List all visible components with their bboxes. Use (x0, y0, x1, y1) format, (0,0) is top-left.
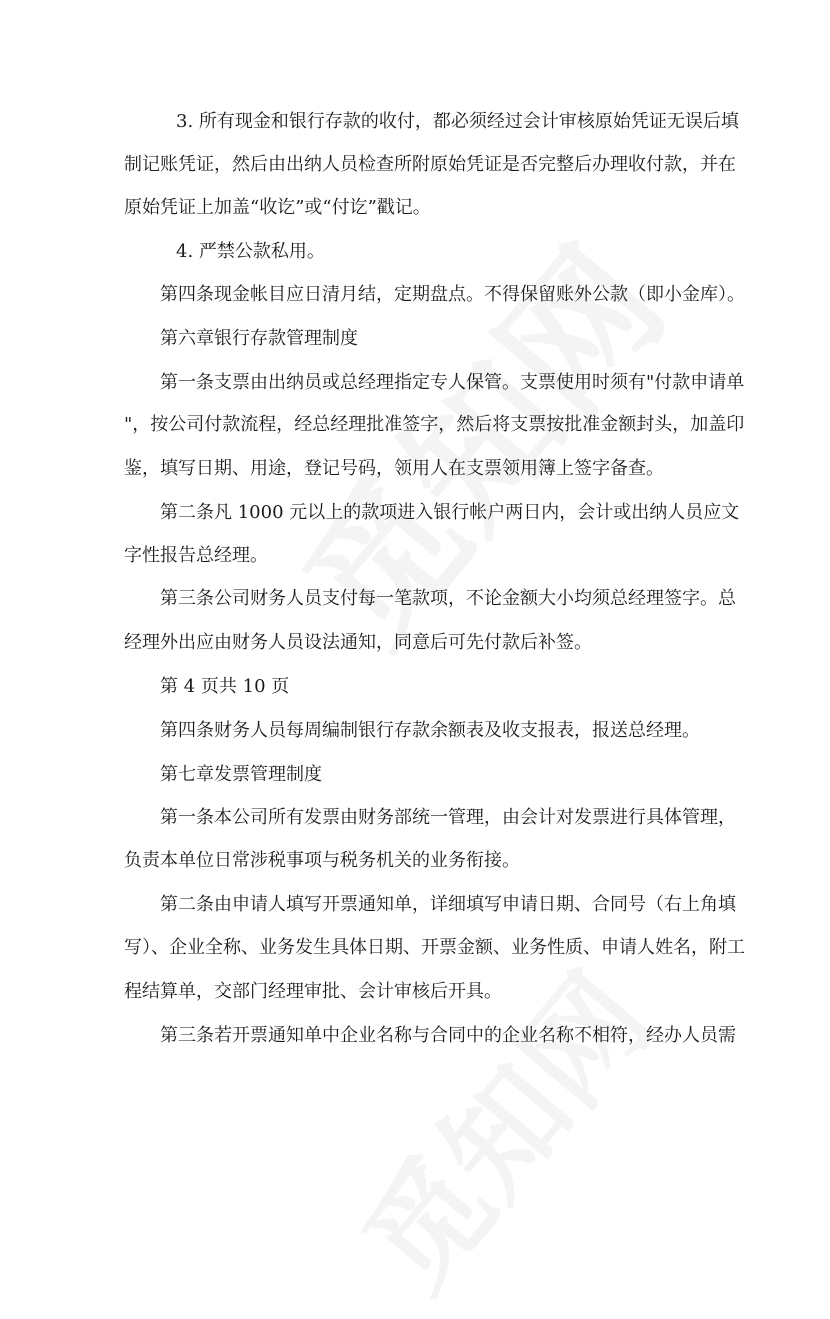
section-heading: 第七章发票管理制度 (160, 764, 322, 785)
paragraph-line: 第三条公司财务人员支付每一笔款项，不论金额大小均须总经理签字。总 (160, 588, 736, 609)
paragraph-line: 第一条本公司所有发票由财务部统一管理，由会计对发票进行具体管理， (160, 807, 736, 828)
paragraph-line: 第四条现金帐目应日清月结，定期盘点。不得保留账外公款（即小金库）。 (160, 284, 745, 305)
paragraph-line: 鉴，填写日期、用途，登记号码，领用人在支票领用簿上签字备查。 (124, 458, 664, 479)
paragraph-line: 第四条财务人员每周编制银行存款余额表及收支报表，报送总经理。 (160, 720, 700, 741)
paragraph-line: 字性报告总经理。 (124, 545, 268, 566)
paragraph-line: 第二条凡 1000 元以上的款项进入银行帐户两日内，会计或出纳人员应文 (160, 502, 740, 523)
paragraph-line: 原始凭证上加盖“收讫”或“付讫”戳记。 (124, 197, 431, 218)
paragraph-line: 程结算单，交部门经理审批、会计审核后开具。 (124, 981, 502, 1002)
paragraph-line: 经理外出应由财务人员设法通知，同意后可先付款后补签。 (124, 632, 592, 653)
paragraph-line: 第一条支票由出纳员或总经理指定专人保管。支票使用时须有"付款申请单 (160, 372, 745, 393)
paragraph-line: 4. 严禁公款私用。 (176, 241, 325, 262)
paragraph-line: 第三条若开票通知单中企业名称与合同中的企业名称不相符，经办人员需 (160, 1025, 736, 1046)
paragraph-line: 写）、企业全称、业务发生具体日期、开票金额、业务性质、申请人姓名，附工 (124, 937, 745, 958)
paragraph-line: 负责本单位日常涉税事项与税务机关的业务衔接。 (124, 850, 520, 871)
paragraph-line: 制记账凭证，然后由出纳人员检查所附原始凭证是否完整后办理收付款，并在 (124, 154, 736, 175)
page-number: 第 4 页共 10 页 (160, 676, 290, 697)
paragraph-line: "，按公司付款流程，经总经理批准签字，然后将支票按批准金额封头，加盖印 (124, 414, 745, 435)
paragraph-line: 第二条由申请人填写开票通知单，详细填写申请日期、合同号（右上角填 (160, 894, 736, 915)
paragraph-line: 3. 所有现金和银行存款的收付，都必须经过会计审核原始凭证无误后填 (176, 111, 739, 132)
section-heading: 第六章银行存款管理制度 (160, 328, 358, 349)
